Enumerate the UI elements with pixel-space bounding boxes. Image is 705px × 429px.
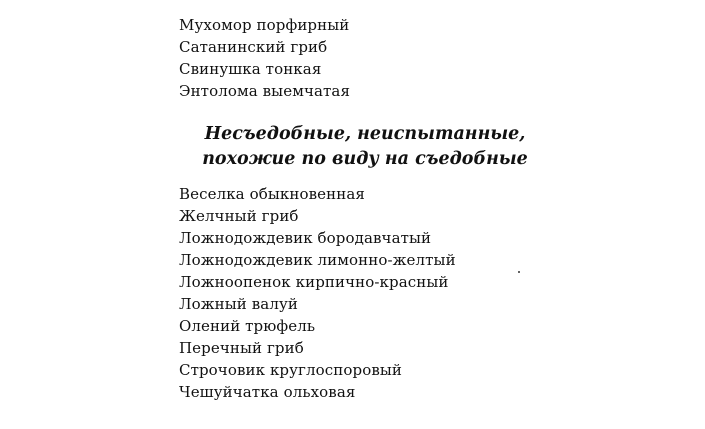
- list-item: Чешуйчатка ольховая: [179, 383, 356, 401]
- section-heading-line-1: Несъедобные, неиспытанные,: [204, 124, 526, 144]
- section-heading-line-2: похожие по виду на съедобные: [202, 149, 528, 169]
- list-item: Энтолома выемчатая: [179, 82, 351, 100]
- list-item: Веселка обыкновенная: [179, 185, 365, 203]
- list-item: Желчный гриб: [179, 207, 299, 225]
- list-item: Олений трюфель: [179, 317, 316, 335]
- scan-speck: [518, 271, 520, 273]
- section-heading: [190, 122, 540, 172]
- list-item: Строчовик круглоспоровый: [179, 361, 403, 379]
- mushroom-list-top: [179, 14, 350, 102]
- list-item: Сатанинский гриб: [179, 38, 328, 56]
- list-item: Ложнодождевик лимонно-желтый: [179, 251, 456, 269]
- list-item: Перечный гриб: [179, 339, 304, 357]
- list-item: Мухомор порфирный: [179, 16, 350, 34]
- list-item: Ложнодождевик бородавчатый: [179, 229, 432, 247]
- list-item: Ложноопенок кирпично-красный: [179, 273, 449, 291]
- mushroom-list-bottom: [179, 183, 456, 403]
- list-item: Ложный валуй: [179, 295, 298, 313]
- list-item: Свинушка тонкая: [179, 60, 322, 78]
